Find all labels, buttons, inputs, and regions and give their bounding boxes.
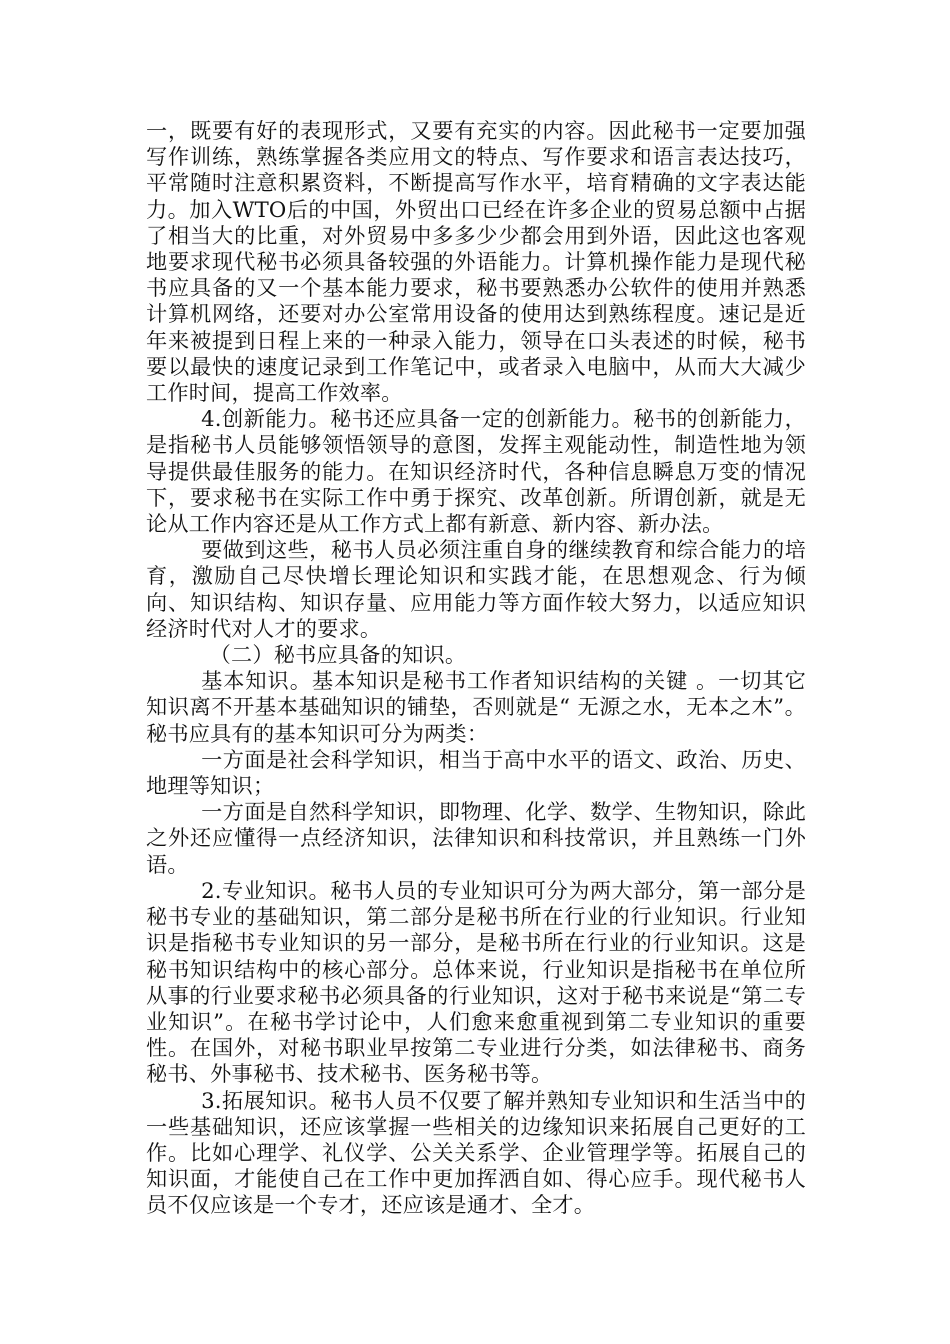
paragraph-basic-knowledge: 基本知识。基本知识是秘书工作者知识结构的关键 。一切其它知识离不开基本基础知识的铺垫，否则就是“ 无源之水，无本之木”。秘书应具有的基本知识可分为两类： (146, 668, 806, 746)
document-body (146, 118, 806, 1219)
paragraph-natural-science: 一方面是自然科学知识，即物理、化学、数学、生物知识，除此之外还应懂得一点经济知识，法律知识和科技常识，并且熟练一门外语。 (146, 799, 806, 877)
paragraph-writing-skills: 一，既要有好的表现形式，又要有充实的内容。因此秘书一定要加强写作训练，熟练掌握各类应用文的特点、写作要求和语言表达技巧，平常随时注意积累资料，不断提高写作水平，培育精确的文字表达能力。加入WTO后的中国，外贸出口已经在许多企业的贸易总额中占据了相当大的比重，对外贸易中多多少少都会用到外语，因此这也客观地要求现代秘书必须具备较强的外语能力。计算机操作能力是现代秘书应具备的又一个基本能力要求，秘书要熟悉办公软件的使用并熟悉计算机网络，还要对办公室常用设备的使用达到熟练程度。速记是近年来被提到日程上来的一种录入能力，领导在口头表述的时候，秘书要以最快的速度记录到工作笔记中，或者录入电脑中，从而大大减少工作时间，提高工作效率。 (146, 118, 806, 406)
paragraph-social-science: 一方面是社会科学知识，相当于高中水平的语文、政治、历史、地理等知识； (146, 746, 806, 799)
paragraph-professional-knowledge: 2.专业知识。秘书人员的专业知识可分为两大部分，第一部分是秘书专业的基础知识，第二部分是秘书所在行业的行业知识。行业知识是指秘书专业知识的另一部分，是秘书所在行业的行业知识。这是秘书知识结构中的核心部分。总体来说，行业知识是指秘书在单位所从事的行业要求秘书必须具备的行业知识，这对于秘书来说是“第二专业知识”。在秘书学讨论中，人们愈来愈重视到第二专业知识的重要性。在国外，对秘书职业早按第二专业进行分类，如法律秘书、商务秘书、外事秘书、技术秘书、医务秘书等。 (146, 877, 806, 1087)
paragraph-continuing-education: 要做到这些，秘书人员必须注重自身的继续教育和综合能力的培育，激励自己尽快增长理论知识和实践才能，在思想观念、行为倾向、知识结构、知识存量、应用能力等方面作较大努力，以适应知识经济时代对人才的要求。 (146, 537, 806, 641)
paragraph-innovation-ability: 4.创新能力。秘书还应具备一定的创新能力。秘书的创新能力，是指秘书人员能够领悟领导的意图，发挥主观能动性，制造性地为领导提供最佳服务的能力。在知识经济时代，各种信息瞬息万变的情况下，要求秘书在实际工作中勇于探究、改革创新。所谓创新，就是无论从工作内容还是从工作方式上都有新意、新内容、新办法。 (146, 406, 806, 537)
paragraph-extended-knowledge: 3.拓展知识。秘书人员不仅要了解并熟知专业知识和生活当中的一些基础知识，还应该掌握一些相关的边缘知识来拓展自己更好的工作。比如心理学、礼仪学、公关关系学、企业管理学等。拓展自己的知识面，才能使自己在工作中更加挥洒自如、得心应手。现代秘书人员不仅应该是一个专才，还应该是通才、全才。 (146, 1087, 806, 1218)
section-heading-knowledge: （二）秘书应具备的知识。 (209, 642, 467, 668)
